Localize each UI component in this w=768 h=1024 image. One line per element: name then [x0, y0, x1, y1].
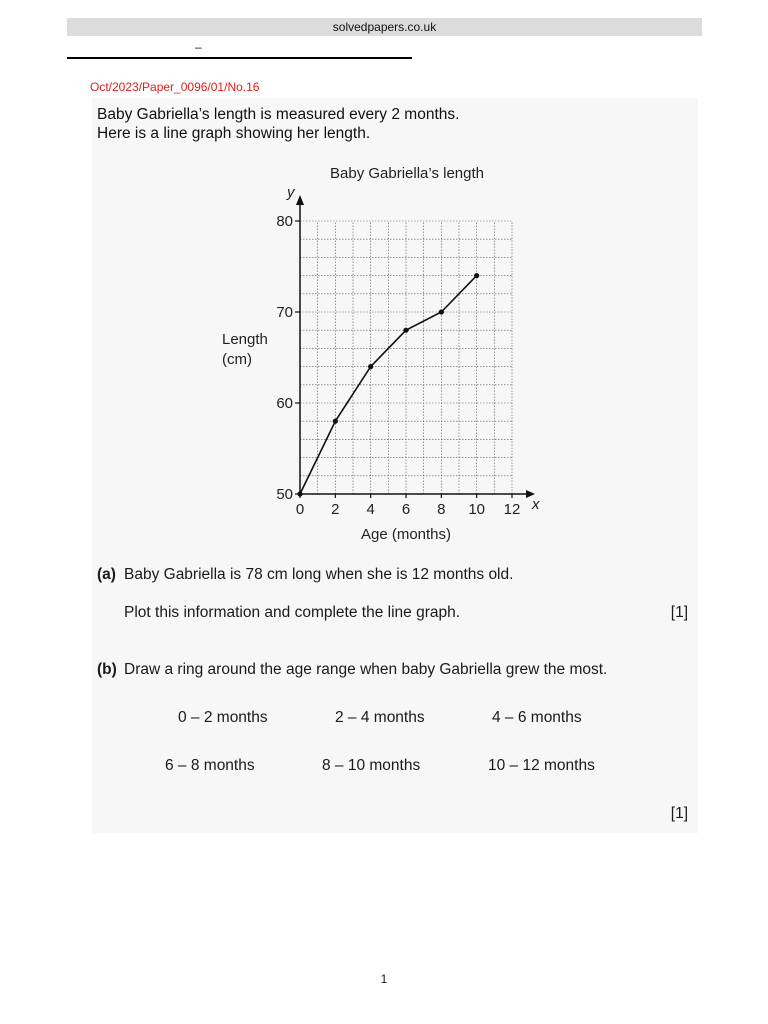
- part-b-marks: [1]: [670, 805, 688, 822]
- data-point: [474, 273, 479, 278]
- x-tick-label: 12: [503, 501, 521, 518]
- x-tick-label: 2: [331, 501, 340, 518]
- x-axis-letter: x: [532, 496, 540, 513]
- y-tick-label: 60: [276, 395, 293, 412]
- y-axis-letter: y: [287, 184, 295, 201]
- option-4-6-months[interactable]: 4 – 6 months: [492, 709, 582, 726]
- data-point: [403, 328, 408, 333]
- page-number: 1: [380, 972, 388, 986]
- x-tick-label: 0: [295, 501, 305, 518]
- y-axis-label-line1: Length: [222, 331, 268, 348]
- intro-line-1: Baby Gabriella’s length is measured every 2 months.: [97, 106, 460, 123]
- option-2-4-months[interactable]: 2 – 4 months: [335, 709, 425, 726]
- data-point: [439, 309, 444, 314]
- part-b-text: Draw a ring around the age range when baby Gabriella grew the most.: [124, 661, 608, 678]
- part-a-text-1: Baby Gabriella is 78 cm long when she is 12 months old.: [124, 566, 514, 583]
- part-b-letter: (b): [97, 661, 117, 678]
- grid-lines: [300, 221, 512, 494]
- intro-line-2: Here is a line graph showing her length.: [97, 125, 371, 142]
- data-point: [333, 419, 338, 424]
- y-tick-label: 70: [276, 304, 293, 321]
- option-0-2-months[interactable]: 0 – 2 months: [178, 709, 268, 726]
- option-8-10-months[interactable]: 8 – 10 months: [322, 757, 421, 774]
- data-point: [368, 364, 373, 369]
- x-tick-label: 8: [437, 501, 446, 518]
- axes: [300, 202, 528, 494]
- site-banner: solvedpapers.co.uk: [67, 18, 702, 36]
- x-tick-label: 4: [366, 501, 375, 518]
- data-point: [297, 491, 302, 496]
- option-6-8-months[interactable]: 6 – 8 months: [165, 757, 255, 774]
- part-a-text-2: Plot this information and complete the line graph.: [124, 604, 461, 621]
- x-ticks: [296, 494, 521, 518]
- y-tick-label: 80: [276, 213, 293, 230]
- x-tick-label: 10: [468, 501, 486, 518]
- part-a-marks: [1]: [670, 604, 688, 621]
- y-ticks: [276, 213, 300, 503]
- y-axis-label-line2: (cm): [222, 351, 252, 368]
- header-dash: –: [195, 40, 202, 54]
- option-10-12-months[interactable]: 10 – 12 months: [488, 757, 595, 774]
- y-axis-arrow: [296, 195, 304, 205]
- part-a-letter: (a): [97, 566, 116, 583]
- chart-title: Baby Gabriella’s length: [330, 165, 484, 182]
- x-tick-label: 6: [401, 501, 411, 518]
- question-reference: Oct/2023/Paper_0096/01/No.16: [90, 80, 260, 94]
- x-axis-label: Age (months): [360, 526, 452, 543]
- y-tick-label: 50: [276, 486, 293, 503]
